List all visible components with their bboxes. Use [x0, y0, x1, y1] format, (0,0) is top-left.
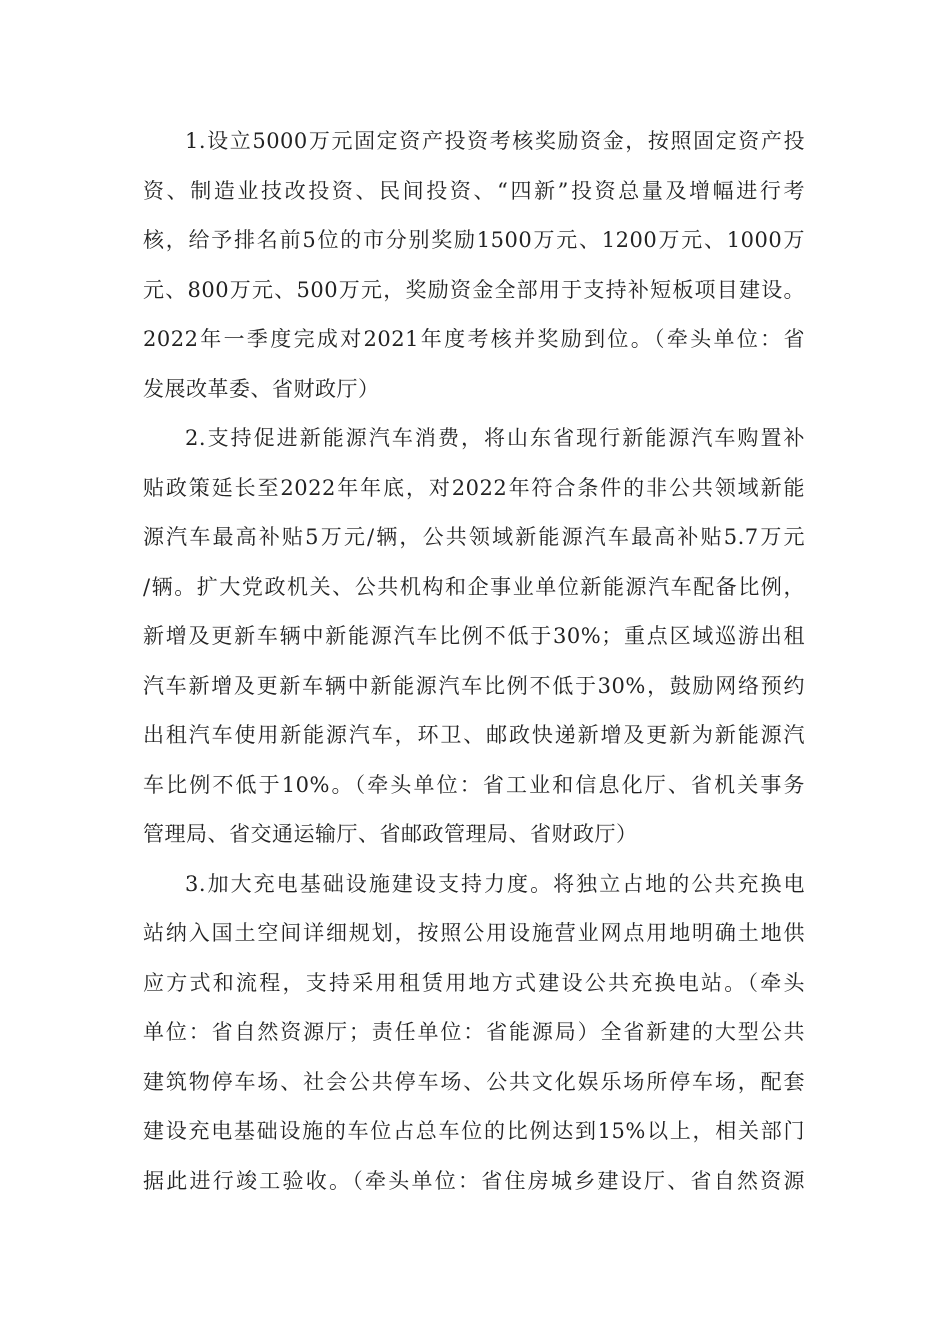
- text-line: 1.设立5000万元固定资产投资考核奖励资金，按照固定资产投: [185, 129, 805, 153]
- text-line: 资、制造业技改投资、民间投资、“四新”投资总量及增幅进行考: [143, 178, 805, 203]
- text-line: 建设充电基础设施的车位占总车位的比例达到15%以上，相关部门: [143, 1119, 805, 1143]
- text-line: 核，给予排名前5位的市分别奖励1500万元、1200万元、1000万: [143, 228, 805, 252]
- text-line: 据此进行竣工验收。（牵头单位：省住房城乡建设厅、省自然资源: [143, 1168, 805, 1193]
- text-line: 2.支持促进新能源汽车消费，将山东省现行新能源汽车购置补: [185, 426, 805, 450]
- paragraph-3: [143, 860, 805, 1207]
- text-line: 新增及更新车辆中新能源汽车比例不低于30%；重点区域巡游出租: [143, 624, 805, 648]
- paragraph-1: [143, 117, 805, 414]
- text-line: 应方式和流程，支持采用租赁用地方式建设公共充换电站。（牵头: [143, 970, 805, 995]
- document-body: [143, 117, 805, 1206]
- text-line: 单位：省自然资源厅；责任单位：省能源局）全省新建的大型公共: [143, 1020, 805, 1044]
- text-line: 发展改革委、省财政厅）: [143, 376, 380, 401]
- text-line: 建筑物停车场、社会公共停车场、公共文化娱乐场所停车场，配套: [143, 1069, 805, 1094]
- text-line: 管理局、省交通运输厅、省邮政管理局、省财政厅）: [143, 822, 638, 846]
- text-line: /辆。扩大党政机关、公共机构和企事业单位新能源汽车配备比例，: [143, 574, 805, 599]
- text-line: 元、800万元、500万元，奖励资金全部用于支持补短板项目建设。: [143, 277, 805, 302]
- text-line: 站纳入国土空间详细规划，按照公用设施营业网点用地明确土地供: [143, 921, 805, 945]
- text-line: 出租汽车使用新能源汽车，环卫、邮政快递新增及更新为新能源汽: [143, 723, 805, 747]
- text-line: 源汽车最高补贴5万元/辆，公共领域新能源汽车最高补贴5.7万元: [143, 525, 805, 549]
- paragraph-2: [143, 414, 805, 860]
- text-line: 贴政策延长至2022年年底，对2022年符合条件的非公共领域新能: [143, 475, 805, 500]
- text-line: 汽车新增及更新车辆中新能源汽车比例不低于30%，鼓励网络预约: [143, 673, 805, 698]
- text-line: 3.加大充电基础设施建设支持力度。将独立占地的公共充换电: [185, 871, 805, 896]
- text-line: 2022年一季度完成对2021年度考核并奖励到位。（牵头单位：省: [143, 327, 805, 351]
- text-line: 车比例不低于10%。（牵头单位：省工业和信息化厅、省机关事务: [143, 772, 805, 797]
